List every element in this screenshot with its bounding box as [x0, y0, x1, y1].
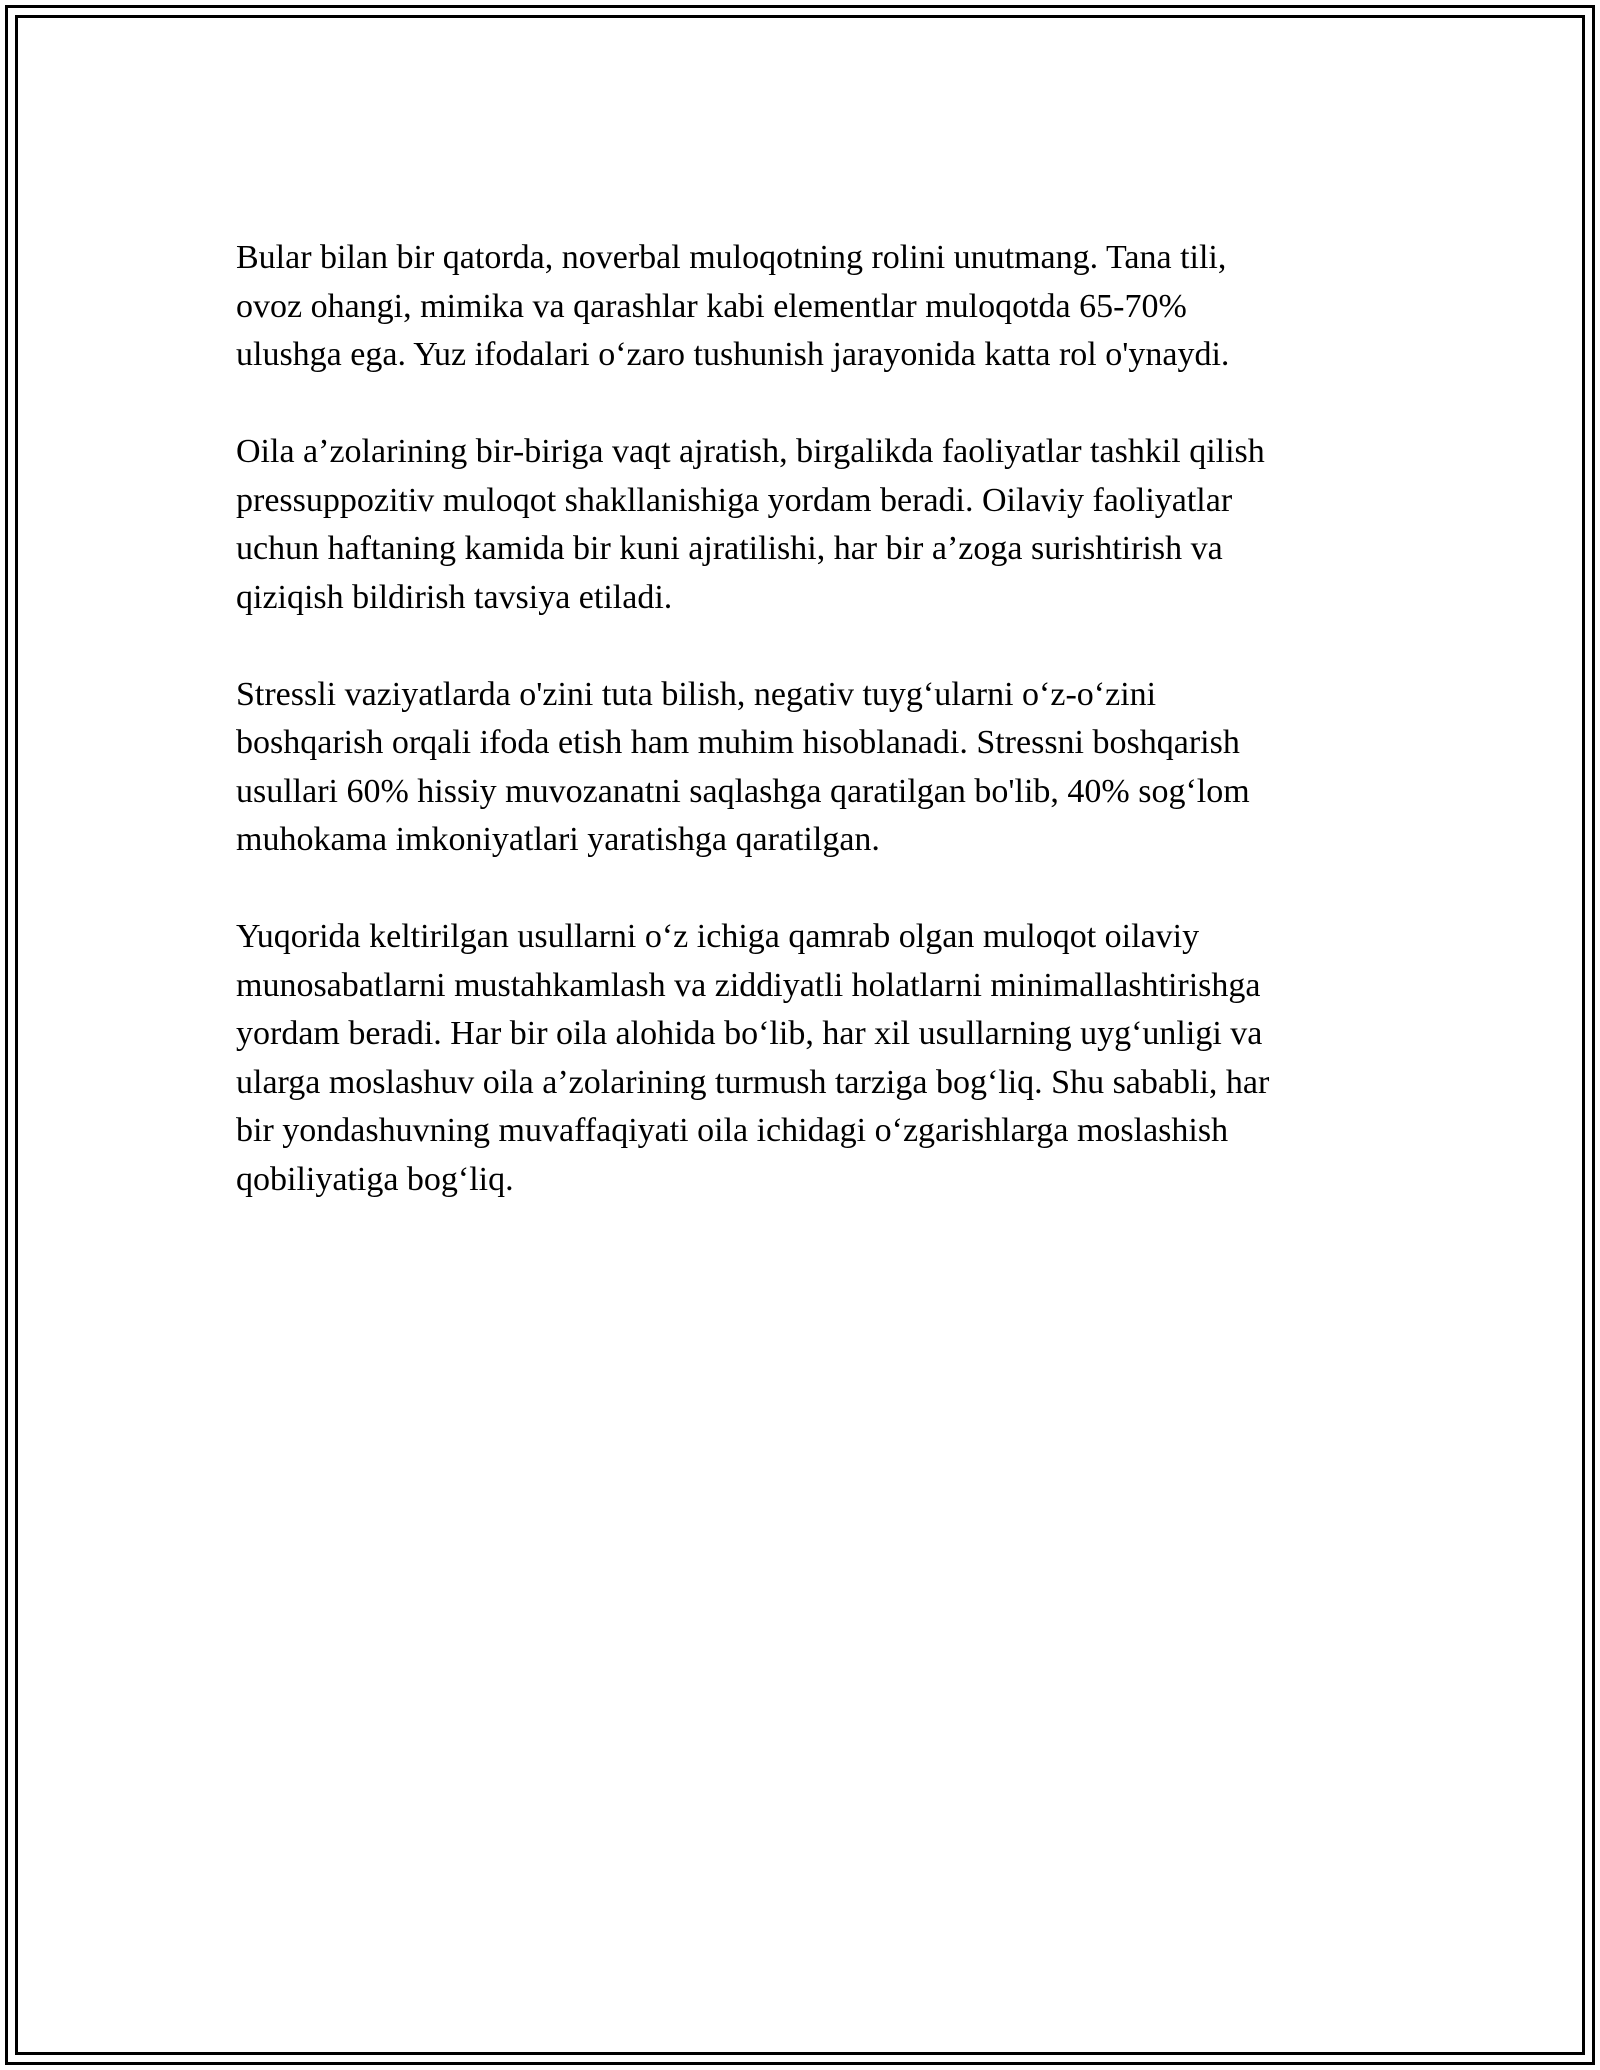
paragraph-line: boshqarish orqali ifoda etish ham muhim hisoblanadi. Stressni boshqarish [236, 724, 1240, 761]
paragraph-line: pressuppozitiv muloqot shakllanishiga yordam beradi. Oilaviy faoliyatlar [236, 481, 1233, 519]
paragraph-conclusion [236, 913, 1366, 1204]
paragraph-line: Oila a’zolarining bir-biriga vaqt ajratish, birgalikda faoliyatlar tashkil qilish [236, 433, 1265, 470]
paragraph-line: ularga moslashuv oila a’zolarining turmush tarziga bog‘liq. Shu sababli, har [236, 1063, 1270, 1101]
paragraph-line: muhokama imkoniyatlari yaratishga qaratilgan. [236, 821, 880, 858]
paragraph-line: qiziqish bildirish tavsiya etiladi. [236, 578, 673, 616]
paragraph-line: Bular bilan bir qatorda, noverbal muloqotning rolini unutmang. Tana tili, [236, 239, 1227, 276]
paragraph-nonverbal [236, 234, 1366, 380]
paragraph-line: usullari 60% hissiy muvozanatni saqlashga qaratilgan bo'lib, 40% sog‘lom [236, 772, 1250, 810]
paragraph-line: bir yondashuvning muvaffaqiyati oila ichidagi o‘zgarishlarga moslashish [236, 1112, 1229, 1149]
paragraph-line: uchun haftaning kamida bir kuni ajratilishi, har bir a’zoga surishtirish va [236, 530, 1223, 567]
paragraph-stress [236, 671, 1366, 865]
paragraph-line: Yuqorida keltirilgan usullarni o‘z ichiga qamrab olgan muloqot oilaviy [236, 918, 1200, 955]
paragraph-line: qobiliyatiga bog‘liq. [236, 1160, 514, 1198]
paragraph-family-time [236, 428, 1366, 622]
paragraph-line: ulushga ega. Yuz ifodalari o‘zaro tushunish jarayonida katta rol o'ynaydi. [236, 336, 1230, 373]
paragraph-line: ovoz ohangi, mimika va qarashlar kabi elementlar muloqotda 65-70% [236, 287, 1187, 325]
paragraph-line: Stressli vaziyatlarda o'zini tuta bilish, negativ tuyg‘ularni o‘z-o‘zini [236, 675, 1157, 713]
document-body [236, 234, 1366, 1253]
paragraph-line: yordam beradi. Har bir oila alohida bo‘lib, har xil usullarning uyg‘unligi va [236, 1015, 1263, 1052]
paragraph-line: munosabatlarni mustahkamlash va ziddiyatli holatlarni minimallashtirishga [236, 966, 1261, 1004]
